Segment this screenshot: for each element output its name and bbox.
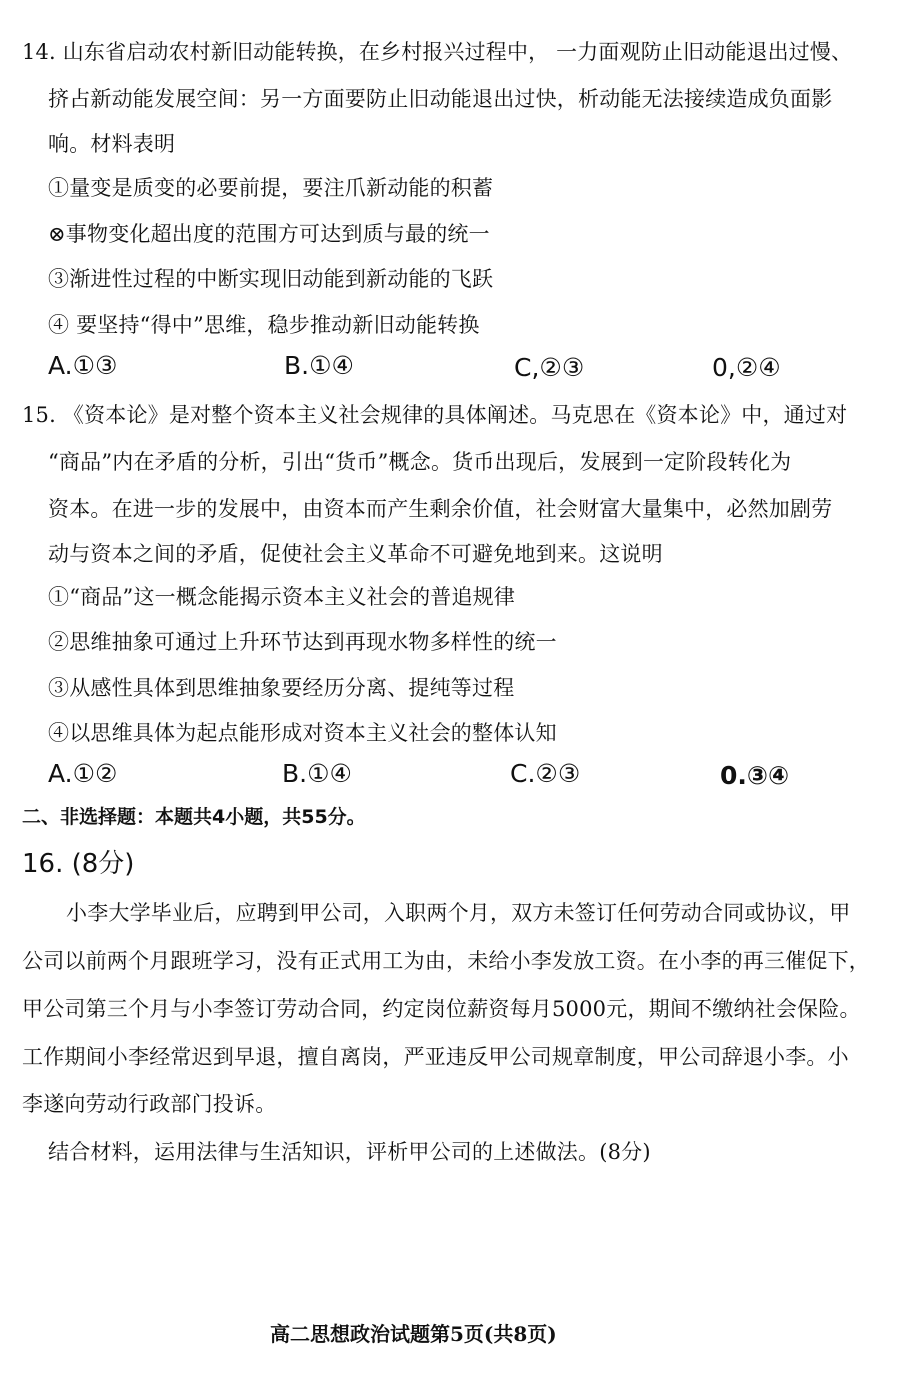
q16-line-3: 甲公司第三个月与小李签订劳动合同，约定岗位薪资每月5000元，期间不缴纳社会保险。 <box>22 997 861 1021</box>
q16-task: 结合材料，运用法律与生活知识，评析甲公司的上述做法。(8分) <box>48 1140 651 1164</box>
q14-option-c: C,②③ <box>514 353 585 382</box>
q15-option-c: C.②③ <box>510 759 581 788</box>
q14-statement-3: ③渐进性过程的中断实现旧动能到新动能的飞跃 <box>48 267 494 291</box>
q15-statement-1: ①“商品”这一概念能揭示资本主义社会的普追规律 <box>48 585 516 609</box>
q14-option-d: 0,②④ <box>712 353 781 382</box>
q14-line-2: 挤占新动能发展空间：另一方面要防止旧动能退出过快，析动能无法接续造成负面影 <box>48 87 833 111</box>
section-2-heading: 二、非选择题：本题共4小题，共55分。 <box>22 806 366 828</box>
q16-line-2: 公司以前两个月跟班学习，没有正式用工为由，未给小李发放工资。在小李的再三催促下， <box>22 949 870 973</box>
q15-line-3: 资本。在进一步的发展中，由资本而产生剩余价值，社会财富大量集中，必然加剧劳 <box>48 497 833 521</box>
q16-line-5: 李遂向劳动行政部门投诉。 <box>22 1092 277 1116</box>
q15-option-d: 0.③④ <box>720 761 790 790</box>
q15-statement-4: ④以思维具体为起点能形成对资本主义社会的整体认知 <box>48 721 557 745</box>
q14-option-a: A.①③ <box>48 351 118 380</box>
q14-statement-2: ⊗事物变化超出度的范围方可达到质与最的统一 <box>48 222 490 246</box>
page-footer: 高二思想政治试题第5页(共8页) <box>270 1322 557 1346</box>
q16-line-1: 小李大学毕业后，应聘到甲公司，入职两个月，双方未签订任何劳动合同或协议，甲 <box>66 901 851 925</box>
q15-statement-3: ③从感性具体到思维抽象要经历分离、提纯等过程 <box>48 676 515 700</box>
q14-line-1: 14. 山东省启动农村新旧动能转换，在乡村报兴过程中， 一力面观防止旧动能退出过慢、 <box>22 40 853 64</box>
q15-line-1: 15. 《资本论》是对整个资本主义社会规律的具体阐述。马克思在《资本论》中，通过对 <box>22 403 848 427</box>
q14-statement-4: ④ 要坚持“得中”思维，稳步推动新旧动能转换 <box>48 313 480 337</box>
q15-statement-2: ②思维抽象可通过上升环节达到再现水物多样性的统一 <box>48 630 557 654</box>
q14-option-b: B.①④ <box>284 351 354 380</box>
q15-option-b: B.①④ <box>282 759 352 788</box>
q15-line-2: “商品”内在矛盾的分析，引出“货币”概念。货币出现后，发展到一定阶段转化为 <box>48 450 792 474</box>
q14-statement-1: ①量变是质变的必要前提，要注爪新动能的积蓄 <box>48 176 494 200</box>
q16-line-4: 工作期间小李经常迟到早退，擅自离岗，严亚违反甲公司规章制度，甲公司辞退小李。小 <box>22 1045 849 1069</box>
q16-heading: 16. (8分) <box>22 849 135 879</box>
q14-line-3: 响。材料表明 <box>48 132 176 156</box>
q15-line-4: 动与资本之间的矛盾，促使社会主义革命不可避免地到来。这说明 <box>48 542 663 566</box>
q15-option-a: A.①② <box>48 759 118 788</box>
